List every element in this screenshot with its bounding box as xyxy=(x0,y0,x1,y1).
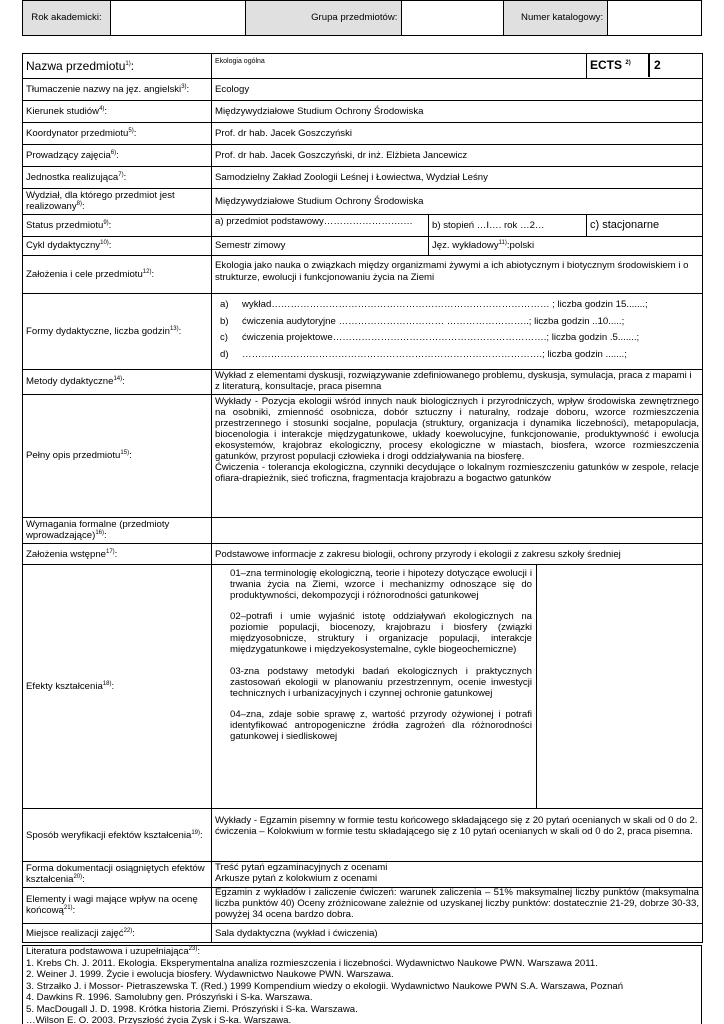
efekt-item: 04–zna, zdaje sobie sprawę z, wartość przyrody ożywionej i potrafi identyfikować antropogeniczne źródła zagrożeń dla różnorodności gatunkowej i siedliskowej xyxy=(230,708,532,742)
row-weryfikacja xyxy=(23,809,703,862)
jednostka-value: Samodzielny Zakład Zoologii Leśnej i Łowiectwa, Wydział Leśny xyxy=(212,167,703,189)
row-wstepne xyxy=(23,544,703,565)
english-label: Tłumaczenie nazwy na jęz. angielski$^{3)}$: xyxy=(23,79,212,101)
jednostka-label: Jednostka realizująca$^{7)}$: xyxy=(23,167,212,189)
weryfikacja-value xyxy=(212,809,703,862)
miejsce-label: Miejsce realizacji zajęć$^{22)}$: xyxy=(23,924,212,943)
opis-cwiczenia: Ćwiczenia - tolerancja ekologiczna, czynniki decydujące o lokalnym rozmieszczeniu gatunków w zespole, relacje ofiara-drapieżnik, sieć troficzna, fragmentacja krajobrazu a bogactwo gatunków xyxy=(215,462,700,485)
status-b: b) stopień …I…. rok …2… xyxy=(429,215,587,237)
numer-value[interactable] xyxy=(608,1,702,36)
literatura-item: 2. Weiner J. 1999. Życie i ewolucja biosfery. Wydawnictwo Naukowe PWN. Warszawa. xyxy=(26,969,394,980)
status-c: c) stacjonarne xyxy=(587,215,703,237)
dokumentacja-line: Arkusze pytań z kolokwium z ocenami xyxy=(215,872,378,884)
rok-label: Rok akademicki: xyxy=(23,1,111,36)
elementy-label: Elementy i wagi mające wpływ na ocenę końcową$^{21)}$: xyxy=(23,888,212,924)
ects-label: ECTS $^{2)}$ xyxy=(587,54,649,77)
wymagania-value xyxy=(212,518,703,544)
ects-cell xyxy=(587,54,703,79)
kierunek-label: Kierunek studiów$^{4)}$: xyxy=(23,101,212,123)
jezyk-cell: Jęz. wykładowy$^{11)}$:polski xyxy=(429,237,703,256)
literatura-label: Literatura podstawowa i uzupełniająca$^{23)}$: xyxy=(26,945,201,957)
opis-value xyxy=(212,395,703,518)
elementy-value: Egzamin z wykładów i zaliczenie ćwiczeń: warunek zaliczenia – 51% maksymalnej liczby punktów (maksymalna liczba punktów 40) Oceny zróżnicowane zależnie od uzyskanej liczby punktów: dostatecznie 21-29, dobrze 30-33, powyżej 34 ocena bardzo dobra. xyxy=(212,888,703,924)
row-opis xyxy=(23,395,703,518)
opis-wyklady: Wykłady - Pozycja ekologii wśród innych nauk biologicznych i przyrodniczych, wpływ środowiska zewnętrznego na osobniki, zmienność osobnicza, dobór sztuczny i naturalny, rodzaje doboru, wzorce rozmieszczenia przestrzennego i stosunki socjalne, populacja (struktury, organizacja i dynamika liczebności), metapopulacja, biocenologia i interakcje międzygatunkowe, układy koewolucyjne, funkcjonowanie, produktywność i ewolucja ekosystemów, krajobraz ekologiczny, procesy ekologiczne w miastach, biosfera, wzorce rozmieszczenia gatunków, przyrost populacji człowieka i drogi oddziaływania na biosferę. xyxy=(215,396,700,463)
weryfikacja-wyklady: Wykłady - Egzamin pisemny w formie testu końcowego składającego się z 20 pytań ocenianych w skali od 0 do 2. xyxy=(215,815,698,827)
efekt-item: 01–zna terminologię ekologiczną, teorie i hipotezy dotyczące ewolucji i trwania życia na Ziemi, wzorce i mechanizmy odnoszące się do produktywności, dekompozycji i różnorodności gatunkowej xyxy=(230,568,532,602)
wymagania-label: Wymagania formalne (przedmioty wprowadzające)$^{16)}$: xyxy=(23,518,212,544)
nazwa-label: Nazwa przedmiotu$^{1)}$: xyxy=(23,54,212,79)
cykl-value: Semestr zimowy xyxy=(212,237,429,256)
efekt-item: 02–potrafi i umie wyjaśnić istotę oddziaływań ekologicznych na poziomie populacji, biocenozy, krajobrazu i biosfery (związki międzyosobnicze, struktury i organizacje populacji, interakcje międzygatunkowe i międzyekosystemalne, cykle biogeochemiczne) xyxy=(230,611,532,656)
wstepne-label: Założenia wstępne$^{17)}$: xyxy=(23,544,212,565)
row-dokumentacja xyxy=(23,862,703,888)
metody-value: Wykład z elementami dyskusji, rozwiązywanie zdefiniowanego problemu, dyskusja, symulacja, praca z mapami i z literaturą, konsultacje, praca pisemna xyxy=(212,370,703,395)
literatura-item: 1. Krebs Ch. J. 2011. Ekologia. Eksperymentalna analiza rozmieszczenia i liczebności. Wydawnictwo Naukowe PWN. Warszawa 2011. xyxy=(26,957,598,969)
literatura-item: 5. MacDougall J. D. 1998. Krótka historia Ziemi. Prószyński i S-ka. Warszawa. xyxy=(26,1003,358,1015)
ects-value: 2 xyxy=(654,58,661,73)
efekty-label: Efekty kształcenia$^{18)}$: xyxy=(23,565,212,809)
cykl-label: Cykl dydaktyczny$^{10)}$: xyxy=(23,237,212,256)
row-nazwa xyxy=(23,54,703,79)
row-koordynator xyxy=(23,123,703,145)
formy-item: b) ćwiczenia audytoryjne …………………………… ……………………..; liczba godzin ..10.....; xyxy=(220,315,625,327)
wydzial-value: Międzywydziałowe Studium Ochrony Środowiska xyxy=(212,189,703,215)
literatura-item: 3. Strzałko J. i Mossor- Pietraszewska T. (Red.) 1999 Kompendium wiedzy o ekologii. Wydawnictwo Naukowe PWN S.A. Warszawa, Poznań xyxy=(26,980,624,992)
numer-label: Numer katalogowy: xyxy=(504,1,608,36)
koordynator-value: Prof. dr hab. Jacek Goszczyński xyxy=(212,123,703,145)
row-wydzial xyxy=(23,189,703,215)
row-zalozenia xyxy=(23,256,703,294)
wstepne-value: Podstawowe informacje z zakresu biologii, ochrony przyrody i ekologii z zakresu szkoły średniej xyxy=(212,544,703,565)
row-elementy xyxy=(23,888,703,924)
dokumentacja-line: Treść pytań egzaminacyjnych z ocenami xyxy=(215,862,388,874)
efekt-item: 03-zna podstawy metodyki badań ekologicznych i praktycznych zastosowań ekologii w planowaniu przestrzennym, ocenie inwestycji technicznych i urbanizacyjnych i czynnej ochronie gatunkowej xyxy=(230,665,532,699)
row-formy xyxy=(23,294,703,370)
efekty-list xyxy=(212,565,537,809)
status-a: a) przedmiot podstawowy…………………….… xyxy=(212,215,429,237)
formy-item: d) ………………………………………………………………………………….; liczba godzin .......; xyxy=(220,348,627,360)
zalozenia-value: Ekologia jako nauka o związkach między organizmami żywymi a ich abiotycznym i biotycznym środowiskiem i o strukturze, ewolucji i funkcjonowaniu życia na Ziemi xyxy=(212,256,703,294)
row-english xyxy=(23,79,703,101)
row-cykl xyxy=(23,237,703,256)
row-status xyxy=(23,215,703,237)
opis-label: Pełny opis przedmiotu$^{15)}$: xyxy=(23,395,212,518)
dokumentacja-label: Forma dokumentacji osiągniętych efektów kształcenia$^{20)}$: xyxy=(23,862,212,888)
prowadzacy-label: Prowadzący zajęcia$^{6)}$: xyxy=(23,145,212,167)
zalozenia-label: Założenia i cele przedmiotu$^{12)}$: xyxy=(23,256,212,294)
english-value: Ecology xyxy=(212,79,703,101)
kierunek-value: Międzywydziałowe Studium Ochrony Środowiska xyxy=(212,101,703,123)
grupa-label: Grupa przedmiotów: xyxy=(245,1,402,36)
formy-item: c) ćwiczenia projektowe………………………………………………………….; liczba godzin .5.......; xyxy=(220,332,640,344)
row-kierunek xyxy=(23,101,703,123)
wydzial-label: Wydział, dla którego przedmiot jest realizowany$^{8)}$: xyxy=(23,189,212,215)
dokumentacja-value xyxy=(212,862,703,888)
grupa-value[interactable] xyxy=(402,1,504,36)
rok-value[interactable] xyxy=(110,1,245,36)
header-table xyxy=(22,0,702,36)
row-wymagania xyxy=(23,518,703,544)
koordynator-label: Koordynator przedmiotu$^{5)}$: xyxy=(23,123,212,145)
literatura-item: 4. Dawkins R. 1996. Samolubny gen. Prószyński i S-ka. Warszawa. xyxy=(26,992,313,1003)
row-prowadzacy xyxy=(23,145,703,167)
weryfikacja-label: Sposób weryfikacji efektów kształcenia$^{19)}$: xyxy=(23,809,212,862)
formy-item: a) wykład…………………………………………………………………………… ; liczba godzin 15.......; xyxy=(220,299,648,311)
row-metody xyxy=(23,370,703,395)
nazwa-value: Ekologia ogólna xyxy=(212,54,587,79)
course-table xyxy=(22,53,703,943)
miejsce-value: Sala dydaktyczna (wykład i ćwiczenia) xyxy=(212,924,703,943)
weryfikacja-cwiczenia: ćwiczenia – Kolokwium w formie testu składającego się z 10 pytań ocenianych w skali od 0 do 2, praca pisemna. xyxy=(215,826,693,838)
formy-label: Formy dydaktyczne, liczba godzin$^{13)}$: xyxy=(23,294,212,370)
efekty-empty xyxy=(537,565,703,809)
formy-list xyxy=(212,294,703,370)
metody-label: Metody dydaktyczne$^{14)}$: xyxy=(23,370,212,395)
row-jednostka xyxy=(23,167,703,189)
status-label: Status przedmiotu$^{9)}$: xyxy=(23,215,212,237)
literatura-item: …Wilson E. O. 2003. Przyszłość życia Zysk i S-ka. Warszawa. xyxy=(26,1015,292,1024)
literatura-block xyxy=(22,945,702,1024)
row-miejsce xyxy=(23,924,703,943)
prowadzacy-value: Prof. dr hab. Jacek Goszczyński, dr inż. Elżbieta Jancewicz xyxy=(212,145,703,167)
row-efekty xyxy=(23,565,703,809)
